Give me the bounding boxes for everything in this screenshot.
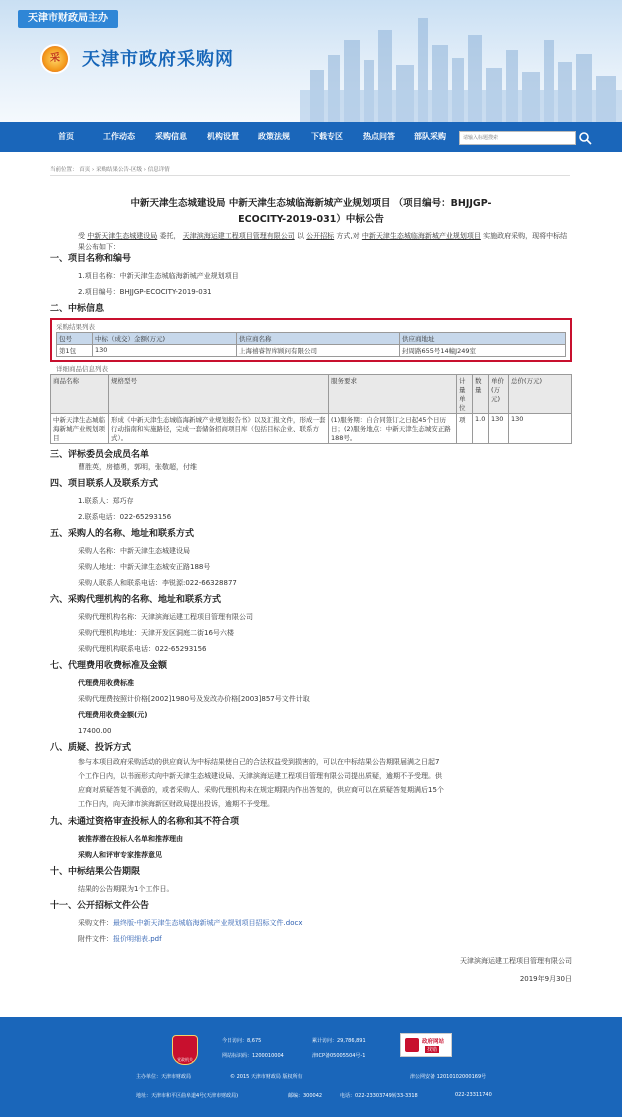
signature-date: 2019年9月30日 (519, 975, 572, 983)
nav-item-military-procurement[interactable]: 部队采购 (414, 132, 446, 141)
section-heading: 四、项目联系人及联系方式 (50, 479, 159, 489)
breadcrumb: 当前位置： 首页 › 采购结果公告-区级 › 信息详情 (50, 167, 170, 173)
site-footer (0, 1017, 622, 1117)
article-title: 中新天津生态城建设局 中新天津生态城临海新城产业规划项目 （项目编号：BHJJGP- ECOCITY-2019-031）中标公告 (130, 198, 492, 225)
section-heading: 六、采购代理机构的名称、地址和联系方式 (50, 595, 222, 605)
result-table-highlight (50, 318, 572, 362)
search-input[interactable] (460, 132, 575, 144)
nav-item-work-news[interactable]: 工作动态 (103, 132, 135, 141)
section-heading: 七、代理费用收费标准及金额 (50, 661, 168, 671)
table-row: 中新天津生态城临海新城产业规划项目 形成《中新天津生态城临海新城产业规划报告书》以及汇报文件，形成一套行动指南和实施路径，完成一套储备招商项目库（包括目标企业、联系方式）。 (1)服务期：自合同签订之日起45个日历日；(2)服务地点：中新天津生态城安正路188号。 项 1.0 130 130 (51, 414, 572, 444)
detail-table: 商品名称 规格型号 服务要求 计量单位 数量 单价(万元) 总价(万元) 中新天津生态城临海新城产业规划项目 形成《中新天津生态城临海新城产业规划报告书》以及汇报文件，形成一套行动指南和实施路径，完成一套储备招商项目库（包括目标企业、联系方式）。 (1)服务期：自合同签订之日起45个日历日；(2)服务地点：中新天津生态城安正路188号。 项 1.0 130 130 (50, 374, 572, 444)
section-heading: 十、中标结果公告期限 (50, 867, 141, 877)
nav-item-policy[interactable]: 政策法规 (258, 132, 290, 141)
attachment-link-price-sheet[interactable]: 报价明细表.pdf (113, 935, 162, 943)
section-heading: 二、中标信息 (50, 304, 105, 314)
organizer-badge: 天津市财政局主办 (18, 10, 118, 28)
site-header (0, 0, 622, 122)
section-heading: 八、质疑、投诉方式 (50, 743, 132, 753)
nav-item-downloads[interactable]: 下载专区 (311, 132, 343, 141)
search-icon[interactable] (577, 130, 593, 146)
breadcrumb-category[interactable]: 采购结果公告-区级 (95, 167, 142, 173)
nav-item-organization[interactable]: 机构设置 (207, 132, 239, 141)
site-logo-icon: 采 (40, 44, 70, 74)
section-heading: 一、项目名称和编号 (50, 254, 132, 264)
section-heading: 五、采购人的名称、地址和联系方式 (50, 529, 195, 539)
nav-item-home[interactable]: 首页 (58, 132, 74, 141)
nav-item-faq[interactable]: 热点问答 (363, 132, 395, 141)
attachment-link-tender-doc[interactable]: 最终版-中新天津生态城临海新城产业规划项目招标文件.docx (113, 919, 303, 927)
divider (50, 175, 570, 176)
result-table: 包号 中标（成交）金额(万元) 供应商名称 供应商地址 第1包 130 上海禧睿智库顾问有限公司 封周路655号14幢J249室 (56, 332, 566, 357)
section-heading: 三、评标委员会成员名单 (50, 450, 150, 460)
breadcrumb-current: 信息详情 (147, 167, 170, 173)
article: 中新天津生态城建设局 中新天津生态城临海新城产业规划项目 （项目编号：BHJJGP- ECOCITY-2019-031）中标公告 受 中新天津生态城建设局 委托， 天津滨海运建工程项目管理有限公司 以 公开招标 方式,对 中新天津生态城临海新城产业规划项目 实施政府采购，现将中标结果公布如下： 一、项目名称和编号 1.项目名称：中新天津生态城临海新城产业规划项目 2.项目编号：BHJJGP-ECOCITY-2019-031 二、中标信息 采购结果列表 包号 中标（成交）金额(万元) 供应商名称 供应商地址 第1包 130 上海禧睿智库顾问有限公司 封周路655号14幢J249室 详细商品信息列表 商品名称 规格型号 服务要求 计量单位 数量 单价(万元) 总价(万元) 中新天津生态城临海新城产业规划项目 形成《中新天津生态城临海新城产业规划报告书》以及汇报文件，形成一套行动指南和实施路径，完成一套储备招商项目库（包括目标企业、联系方式）。 (1)服务期：自合同签订之日起45个日历日；(2)服务地点：中新天津生态城安正路188号。 项 1.0 130 130 三、评标委员会成员名单 曹胜英，房德勇，郭明，张敬超，付维 四、项目联系人及联系方式 1.联系人：郑巧存 2.联系电话：022-65293156 五、采购人的名称、地址和联系方式 采购人名称：中新天津生态城建设局 采购人地址：中新天津生态城安正路188号 采购人联系人和联系电话：李锐源:022-66328877 六、采购代理机构的名称、地址和联系方式 采购代理机构名称：天津滨海运建工程项目管理有限公司 采购代理机构地址：天津开发区洞庭二街16号六楼 采购代理机构联系电话：022-65293156 七、代理费用收费标准及金额 代理费用收费标准 采购代理费按照计价格[2002]1980号及发改办价格[2003]857号文件计取 代理费用收费金额(元) 17400.00 八、质疑、投诉方式 参与本项目政府采购活动的供应商认为中标结果使自己的合法权益受到损害的，可以在中标结果公告期限届满之日起7 个工作日内，以书面形式向中新天津生态城建设局、天津滨海运建工程项目管理有限公司提出质疑，逾期不予受理。供 应商对质疑答复不满意的，或者采购人、采购代理机构未在规定期限内作出答复的，供应商可以在质疑答复期满后15个 工作日内，向天津市滨海新区财政局提出投诉，逾期不予受理。 九、未通过资格审查投标人的名称和其不符合项 被推荐潜在投标人名单和推荐理由 采购人和评审专家推荐意见 十、中标结果公告期限 结果的公告期限为1个工作日。 十一、公开招标文件公告 采购文件：最终版-中新天津生态城临海新城产业规划项目招标文件.docx 附件文件：报价明细表.pdf 天津滨海运建工程项目管理有限公司 2019年9月30日 (50, 198, 572, 983)
nav-item-procurement-info[interactable]: 采购信息 (155, 132, 187, 141)
section-heading: 九、未通过资格审查投标人的名称和其不符合项 (50, 817, 240, 827)
signature-org: 天津滨海运建工程项目管理有限公司 (460, 957, 572, 965)
search-box (459, 131, 576, 145)
site-title: 天津市政府采购网 (82, 49, 234, 70)
gov-website-error-report-badge[interactable]: 政府网站 找错 (400, 1033, 452, 1057)
detail-table-caption: 详细商品信息列表 (56, 365, 108, 373)
gov-website-icon (405, 1038, 419, 1052)
table-row: 第1包 130 上海禧睿智库顾问有限公司 封周路655号14幢J249室 (57, 345, 566, 357)
section-heading: 十一、公开招标文件公告 (50, 901, 150, 911)
article-intro: 受 中新天津生态城建设局 委托， 天津滨海运建工程项目管理有限公司 以 公开招标 方式,对 中新天津生态城临海新城产业规划项目 实施政府采购，现将中标结果公布如下： (78, 232, 568, 251)
breadcrumb-home[interactable]: 首页 (79, 167, 91, 173)
city-skyline-illustration (300, 10, 622, 122)
party-gov-emblem-icon[interactable]: 党政机关 (172, 1035, 198, 1065)
result-table-caption: 采购结果列表 (56, 323, 95, 331)
